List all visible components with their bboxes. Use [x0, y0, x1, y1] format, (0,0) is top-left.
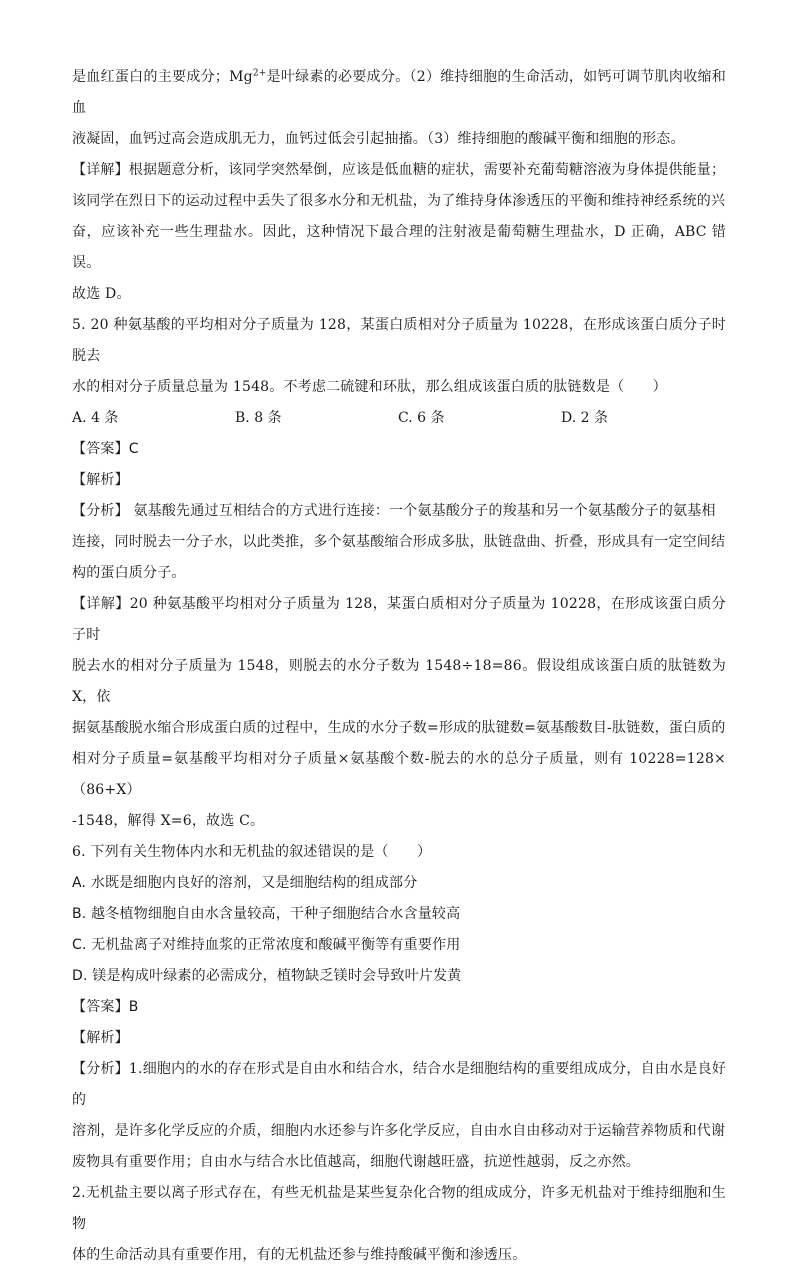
analysis-line: 【分析】 氨基酸先通过互相结合的方式进行连接：一个氨基酸分子的羧基和另一个氨基酸分子的氨基相 [72, 503, 716, 519]
analysis-line: 废物具有重要作用；自由水与结合水比值越高，细胞代谢越旺盛，抗逆性越弱，反之亦然。 [72, 1154, 640, 1170]
detail-line: -1548，解得 X=6，故选 C。 [72, 813, 265, 829]
detail-line: 【详解】根据题意分析，该同学突然晕倒，应该是低血糖的症状，需要补充葡萄糖溶液为身体提供能量； [72, 162, 726, 178]
analysis-line: 连接，同时脱去一分子水，以此类推，多个氨基酸缩合形成多肽，肽链盘曲、折叠，形成具有一定空间结 [72, 534, 726, 550]
option-b: B. 8 条 [235, 410, 282, 426]
paragraph-continuation-line-2: 液凝固，血钙过高会造成肌无力，血钙过低会引起抽搐。（3）维持细胞的酸碱平衡和细胞的形态。 [72, 131, 685, 147]
analysis-line: 体的生命活动具有重要作用，有的无机盐还参与维持酸碱平衡和渗透压。 [72, 1247, 527, 1263]
superscript-charge: 2+ [252, 68, 267, 79]
option-d: D. 镁是构成叶绿素的必需成分，植物缺乏镁时会导致叶片发黄 [72, 968, 462, 984]
question-5-stem-line: 5. 20 种氨基酸的平均相对分子质量为 128，某蛋白质相对分子质量为 10228，在形成该蛋白质分子时脱去 [72, 317, 726, 364]
analysis-line: 构的蛋白质分子。 [72, 565, 186, 581]
detail-line: 相对分子质量=氨基酸平均相对分子质量×氨基酸个数-脱去的水的总分子质量，则有 10228=128×（86+X） [72, 751, 726, 798]
option-a: A. 4 条 [72, 410, 119, 426]
detail-line: 奋，应该补充一些生理盐水。因此，这种情况下最合理的注射液是葡萄糖生理盐水，D 正确，ABC 错误。 [72, 224, 726, 271]
document-page [72, 62, 726, 1271]
detail-line: 该同学在烈日下的运动过程中丢失了很多水分和无机盐，为了维持身体渗透压的平衡和维持神经系统的兴 [72, 193, 726, 209]
option-d: D. 2 条 [561, 410, 608, 426]
option-c: C. 无机盐离子对维持血浆的正常浓度和酸碱平衡等有重要作用 [72, 937, 461, 953]
answer-label: 【答案】C [72, 441, 139, 457]
detail-line: 故选 D。 [72, 286, 131, 302]
detail-line: 据氨基酸脱水缩合形成蛋白质的过程中，生成的水分子数=形成的肽键数=氨基酸数目-肽链数，蛋白质的 [72, 720, 726, 736]
paragraph-continuation-line-1 [72, 62, 726, 124]
analysis-line: 2.无机盐主要以离子形式存在，有些无机盐是某些复杂化合物的组成成分，许多无机盐对于维持细胞和生物 [72, 1185, 726, 1232]
question-6-stem: 6. 下列有关生物体内水和无机盐的叙述错误的是（ ） [72, 844, 432, 860]
analysis-label: 【解析】 [72, 1030, 129, 1046]
option-a: A. 水既是细胞内良好的溶剂，又是细胞结构的组成部分 [72, 875, 418, 891]
question-5-options [72, 403, 726, 434]
option-b: B. 越冬植物细胞自由水含量较高，干种子细胞结合水含量较高 [72, 906, 461, 922]
answer-label: 【答案】B [72, 999, 139, 1015]
detail-line: 【详解】20 种氨基酸平均相对分子质量为 128，某蛋白质相对分子质量为 10228，在形成该蛋白质分子时 [72, 596, 726, 643]
analysis-line: 溶剂，是许多化学反应的介质，细胞内水还参与许多化学反应，自由水自由移动对于运输营养物质和代谢 [72, 1123, 726, 1139]
option-c: C. 6 条 [398, 410, 445, 426]
analysis-line: 【分析】1.细胞内的水的存在形式是自由水和结合水，结合水是细胞结构的重要组成成分，自由水是良好的 [72, 1061, 726, 1108]
text-fragment: 是叶绿素的必要成分。（2）维持细胞的生命活动，如钙可调节肌肉收缩和血 [72, 69, 726, 116]
question-5-stem-line: 水的相对分子质量总量为 1548。不考虑二硫键和环肽，那么组成该蛋白质的肽链数是（ ） [72, 379, 667, 395]
analysis-label: 【解析】 [72, 472, 129, 488]
text-fragment: 是血红蛋白的主要成分；Mg [72, 69, 253, 85]
detail-line: 脱去水的相对分子质量为 1548，则脱去的水分子数为 1548÷18=86。假设组成该蛋白质的肽链数为 X，依 [72, 658, 726, 705]
